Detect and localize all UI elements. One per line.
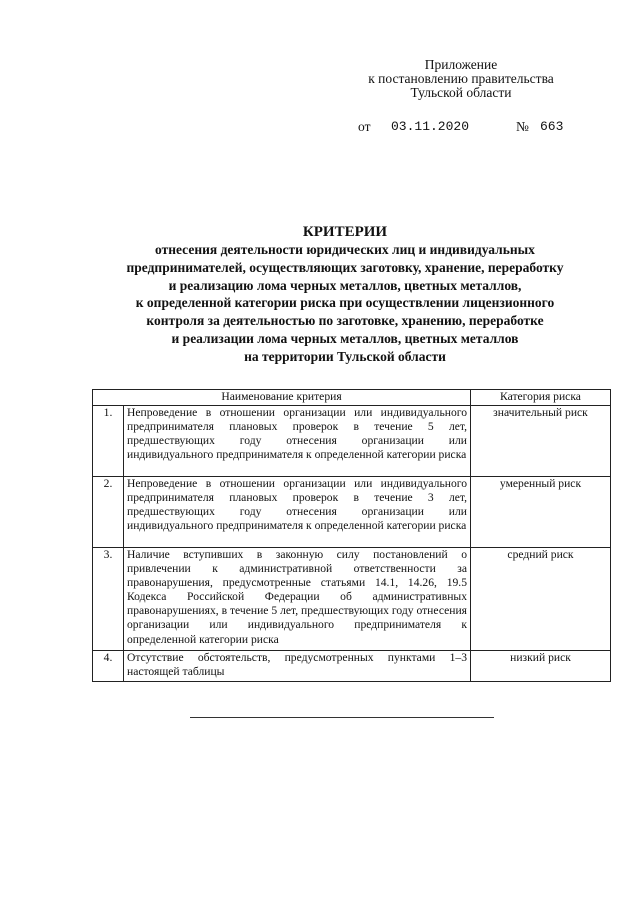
- criteria-table: [92, 389, 611, 682]
- row-number: 2.: [93, 477, 124, 548]
- table-row: [93, 651, 611, 682]
- row-number: 1.: [93, 406, 124, 477]
- document-title: [80, 223, 610, 366]
- table-row: [93, 548, 611, 651]
- appendix-heading: [356, 58, 566, 100]
- appendix-line-1: Приложение: [424, 57, 498, 72]
- risk-category: умеренный риск: [471, 477, 611, 548]
- criterion-text: Наличие вступивших в законную силу постановлений о привлечении к административной ответственности за правонарушения, предусмотренные статьями 14.1, 14.26, 19.5 Кодекса Российской Федерации об административных правонарушениях, в течение 5 лет, предшествующих году отнесения организации или индивидуального предпринимателя к определенной категории риска: [124, 548, 471, 651]
- criterion-text: Отсутствие обстоятельств, предусмотренных пунктами 1–3 настоящей таблицы: [124, 651, 471, 682]
- title-line: и реализацию лома черных металлов, цветных металлов,: [168, 277, 522, 293]
- appendix-line-3: Тульской области: [410, 85, 512, 100]
- header-criterion: Наименование критерия: [93, 390, 471, 406]
- row-number: 4.: [93, 651, 124, 682]
- risk-category: низкий риск: [471, 651, 611, 682]
- title-line: и реализации лома черных металлов, цветных металлов: [171, 330, 519, 346]
- criterion-text: Непроведение в отношении организации или индивидуального предпринимателя плановых проверок в течение 5 лет, предшествующих году отнесения организации или индивидуального предпринимателя к определенной категории риска: [124, 406, 471, 477]
- row-number: 3.: [93, 548, 124, 651]
- title-line: к определенной категории риска при осуществлении лицензионного: [135, 295, 555, 311]
- closing-rule: [190, 717, 494, 718]
- risk-category: средний риск: [471, 548, 611, 651]
- number-sign: №: [516, 119, 529, 134]
- table-header-row: [93, 390, 611, 406]
- criterion-text: Непроведение в отношении организации или индивидуального предпринимателя плановых проверок в течение 3 лет, предшествующих году отнесения организации или индивидуального предпринимателя к определенной категории риска: [124, 477, 471, 548]
- table-row: [93, 406, 611, 477]
- title-main: КРИТЕРИИ: [302, 224, 388, 240]
- date-from-label: от: [358, 119, 371, 134]
- decree-number: 663: [540, 119, 564, 134]
- title-line: предпринимателей, осуществляющих заготовку, хранение, переработку: [126, 259, 564, 275]
- title-line: контроля за деятельностью по заготовке, хранению, переработке: [146, 313, 544, 329]
- appendix-line-2: к постановлению правительства: [368, 71, 554, 86]
- title-line: отнесения деятельности юридических лиц и индивидуальных: [155, 242, 535, 257]
- title-line: на территории Тульской области: [244, 348, 446, 364]
- header-risk-category: Категория риска: [471, 390, 611, 406]
- table-row: [93, 477, 611, 548]
- decree-date: 03.11.2020: [391, 119, 470, 134]
- risk-category: значительный риск: [471, 406, 611, 477]
